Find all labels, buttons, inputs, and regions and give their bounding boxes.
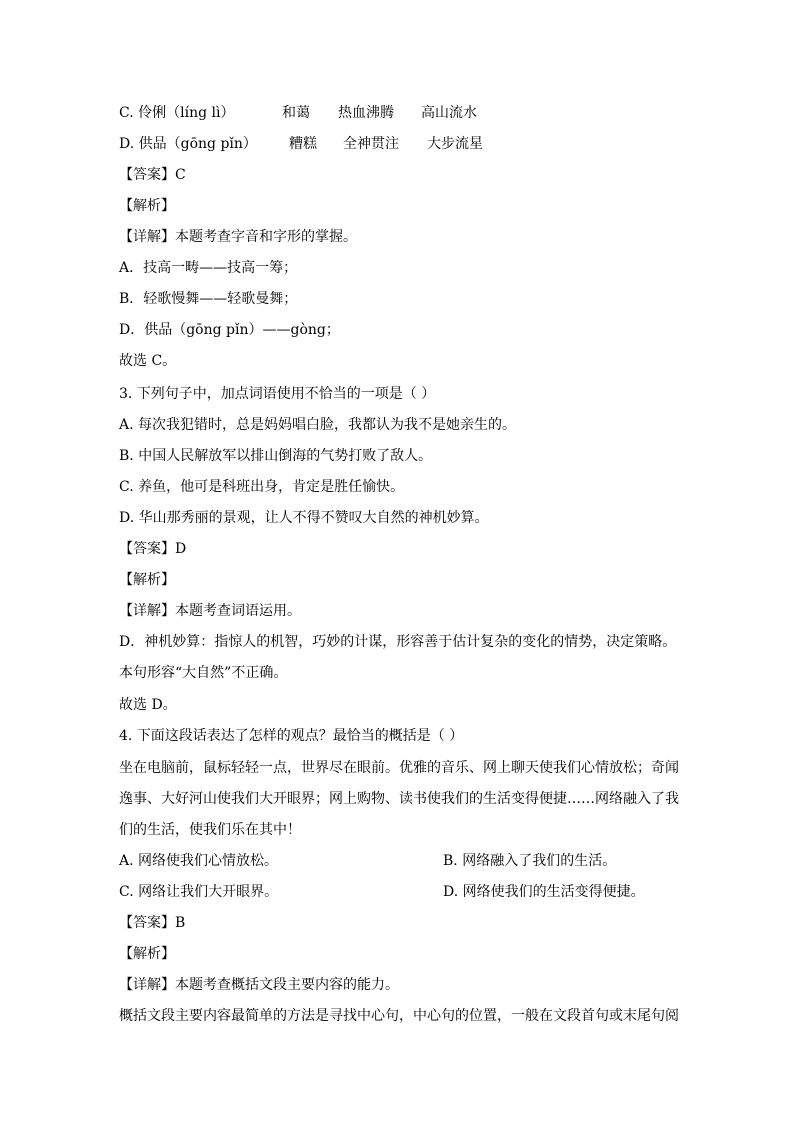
option-d-word-3: 全神贯注 [343, 136, 399, 152]
conclusion-text: 故选 C。 [119, 353, 177, 369]
answer-label: 【答案】B [119, 915, 186, 931]
detail-text: D．神机妙算：指惊人的机智，巧妙的计谋，形容善于估计复杂的变化的情势，决定策略。 [119, 634, 677, 650]
question-3-stem: 3. 下列句子中，加点词语使用不恰当的一项是（ ） [119, 386, 436, 402]
answer-label: 【答案】C [119, 167, 186, 183]
answer-label: 【答案】D [119, 541, 187, 557]
detail-text: 本句形容“大自然”不正确。 [119, 665, 288, 681]
detail-text: 概括文段主要内容最简单的方法是寻找中心句，中心句的位置，一般在文段首句或末尾句阅 [119, 1008, 679, 1024]
question-3-option-b: B. 中国人民解放军以排山倒海的气势打败了敌人。 [119, 448, 433, 464]
detail-text: 【详解】本题考查词语运用。 [119, 603, 301, 619]
option-c-word-4: 高山流水 [421, 105, 477, 121]
question-4-option-b: B. 网络融入了我们的生活。 [443, 853, 617, 869]
detail-text: D．供品（gōng pǐn）——gòng； [119, 322, 340, 338]
option-d-pinyin: D. 供品（gōng pǐn） [119, 136, 257, 152]
detail-text: B．轻歌慢舞——轻歌曼舞； [119, 291, 298, 307]
conclusion-text: 故选 D。 [119, 697, 177, 713]
question-3-option-c: C. 养鱼，他可是科班出身，肯定是胜任愉快。 [119, 479, 405, 495]
detail-text: 【详解】本题考查字音和字形的掌握。 [119, 229, 357, 245]
question-4-option-a: A. 网络使我们心情放松。 [119, 853, 279, 869]
detail-text: 【详解】本题考查概括文段主要内容的能力。 [119, 977, 399, 993]
question-3-option-d: D. 华山那秀丽的景观，让人不得不赞叹大自然的神机妙算。 [119, 510, 489, 526]
question-4-option-c: C. 网络让我们大开眼界。 [119, 884, 279, 900]
option-c-word-2: 和蔼 [282, 105, 310, 121]
option-d-word-4: 大步流星 [427, 136, 483, 152]
option-c-word-3: 热血沸腾 [338, 105, 394, 121]
detail-text: A．技高一畴——技高一筹； [119, 260, 298, 276]
option-c-pinyin: C. 伶俐（líng lì） [119, 105, 235, 121]
analysis-label: 【解析】 [119, 198, 175, 214]
question-3-option-a: A. 每次我犯错时，总是妈妈唱白脸，我都认为我不是她亲生的。 [119, 417, 517, 433]
question-4-passage: 逸事、大好河山使我们大开眼界；网上购物、读书使我们的生活变得便捷……网络融入了我 [119, 791, 679, 807]
question-4-passage: 坐在电脑前，鼠标轻轻一点，世界尽在眼前。优雅的音乐、网上聊天使我们心情放松；奇闻 [119, 760, 679, 776]
question-4-stem: 4. 下面这段话表达了怎样的观点？最恰当的概括是（ ） [119, 728, 464, 744]
question-4-passage: 们的生活，使我们乐在其中！ [119, 822, 301, 838]
option-d-word-2: 糟糕 [289, 136, 317, 152]
analysis-label: 【解析】 [119, 572, 175, 588]
analysis-label: 【解析】 [119, 946, 175, 962]
question-4-option-d: D. 网络使我们的生活变得便捷。 [443, 884, 645, 900]
